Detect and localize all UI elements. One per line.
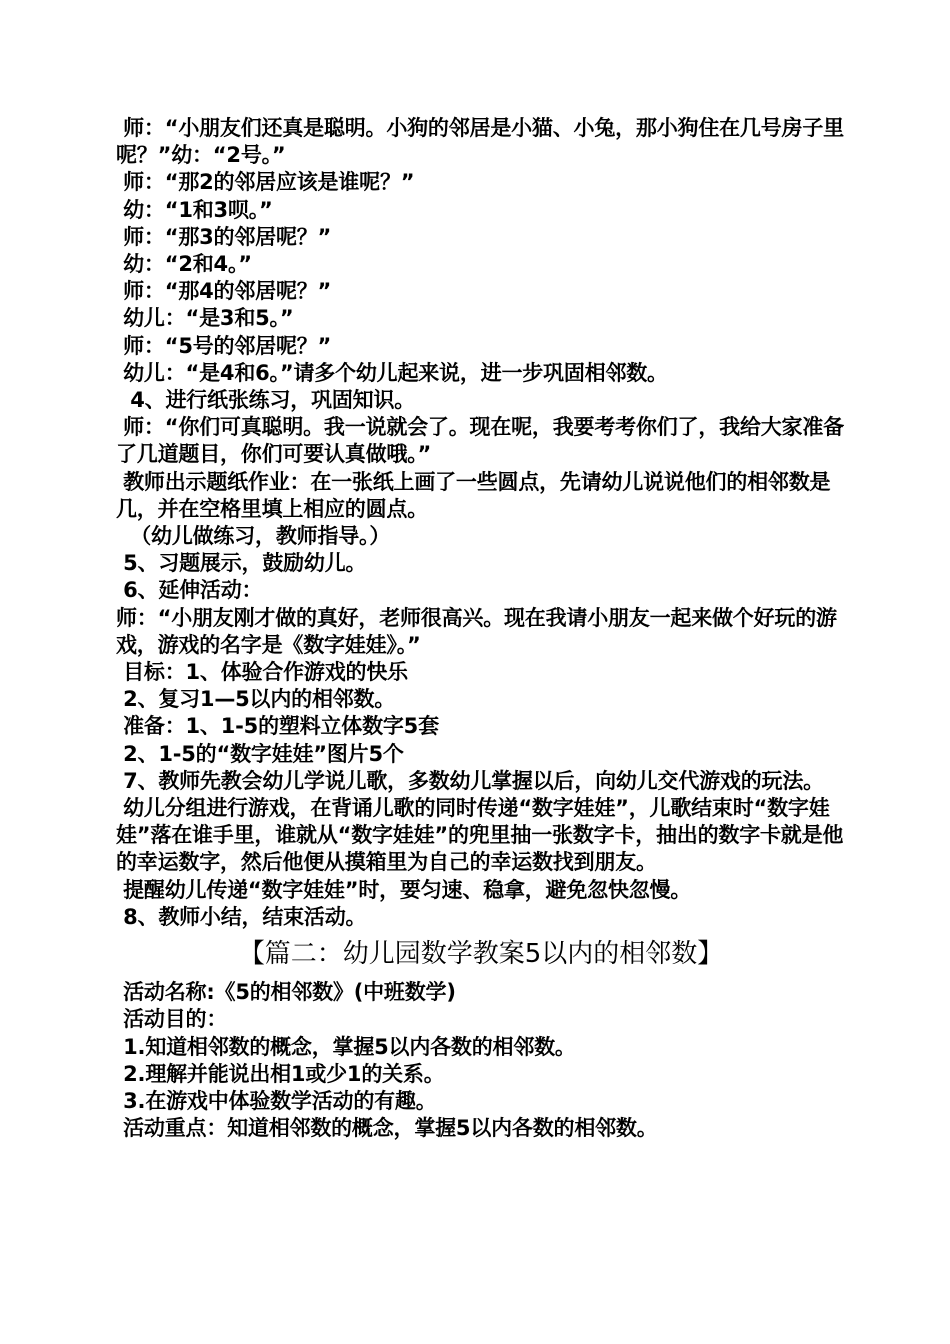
- paragraph: 3.在游戏中体验数学活动的有趣。: [116, 1088, 437, 1113]
- paragraph: 2、复习1—5以内的相邻数。: [116, 687, 396, 712]
- paragraph: 师：“5号的邻居呢？”: [116, 333, 332, 358]
- paragraph: 提醒幼儿传递“数字娃娃”时，要匀速、稳拿，避免忽快忽慢。: [116, 877, 692, 902]
- paragraph: 活动名称:《5的相邻数》(中班数学): [116, 980, 456, 1005]
- paragraph: 师：“小朋友刚才做的真好，老师很高兴。现在我请小朋友一起来做个好玩的游戏，游戏的名字是《数字娃娃》。”: [116, 605, 837, 657]
- paragraph: 幼儿分组进行游戏，在背诵儿歌的同时传递“数字娃娃”，儿歌结束时“数字娃娃”落在谁手里，谁就从“数字娃娃”的兜里抽一张数字卡，抽出的数字卡就是他的幸运数字，然后他便从摸箱里为自己的幸运数找到朋友。: [116, 796, 844, 875]
- paragraph: 目标：1、体验合作游戏的快乐: [116, 660, 408, 685]
- paragraph: 幼儿：“是4和6。”请多个幼儿起来说，进一步巩固相邻数。: [116, 360, 668, 385]
- paragraph: 幼儿：“是3和5。”: [116, 306, 294, 331]
- paragraph: 师：“那4的邻居呢？”: [116, 279, 332, 304]
- paragraph: 2、1-5的“数字娃娃”图片5个: [116, 741, 404, 766]
- paragraph: 师：“那2的邻居应该是谁呢？”: [116, 170, 415, 195]
- paragraph: 活动目的：: [116, 1007, 228, 1032]
- paragraph: 4、进行纸张练习，巩固知识。: [116, 388, 416, 413]
- paragraph: 6、延伸活动：: [116, 578, 263, 603]
- paragraph: 1.知道相邻数的概念，掌握5以内各数的相邻数。: [116, 1034, 576, 1059]
- paragraph: 8、教师小结，结束活动。: [116, 904, 367, 929]
- paragraph: 7、教师先教会幼儿学说儿歌，多数幼儿掌握以后，向幼儿交代游戏的玩法。: [116, 768, 824, 793]
- paragraph: （幼儿做练习，教师指导。）: [116, 524, 391, 549]
- paragraph: 师：“那3的邻居呢？”: [116, 224, 332, 249]
- paragraph: 师：“你们可真聪明。我一说就会了。现在呢，我要考考你们了，我给大家准备了几道题目，你们可要认真做哦。”: [116, 415, 844, 467]
- paragraph: 5、习题展示，鼓励幼儿。: [116, 551, 367, 576]
- document-body: [116, 115, 846, 1142]
- paragraph: 教师出示题纸作业：在一张纸上画了一些圆点，先请幼儿说说他们的相邻数是几，并在空格里填上相应的圆点。: [116, 469, 831, 521]
- paragraph: 幼：“1和3呗。”: [116, 197, 273, 222]
- paragraph: 准备：1、1-5的塑料立体数字5套: [116, 714, 439, 739]
- paragraph: 幼：“2和4。”: [116, 252, 252, 277]
- paragraph: 活动重点：知道相邻数的概念，掌握5以内各数的相邻数。: [116, 1116, 658, 1141]
- paragraph: 2.理解并能说出相1或少1的关系。: [116, 1061, 445, 1086]
- section-heading: 【篇二：幼儿园数学教案5以内的相邻数】: [238, 939, 724, 970]
- paragraph: 师：“小朋友们还真是聪明。小狗的邻居是小猫、小兔，那小狗住在几号房子里呢？”幼：“2号。”: [116, 116, 844, 168]
